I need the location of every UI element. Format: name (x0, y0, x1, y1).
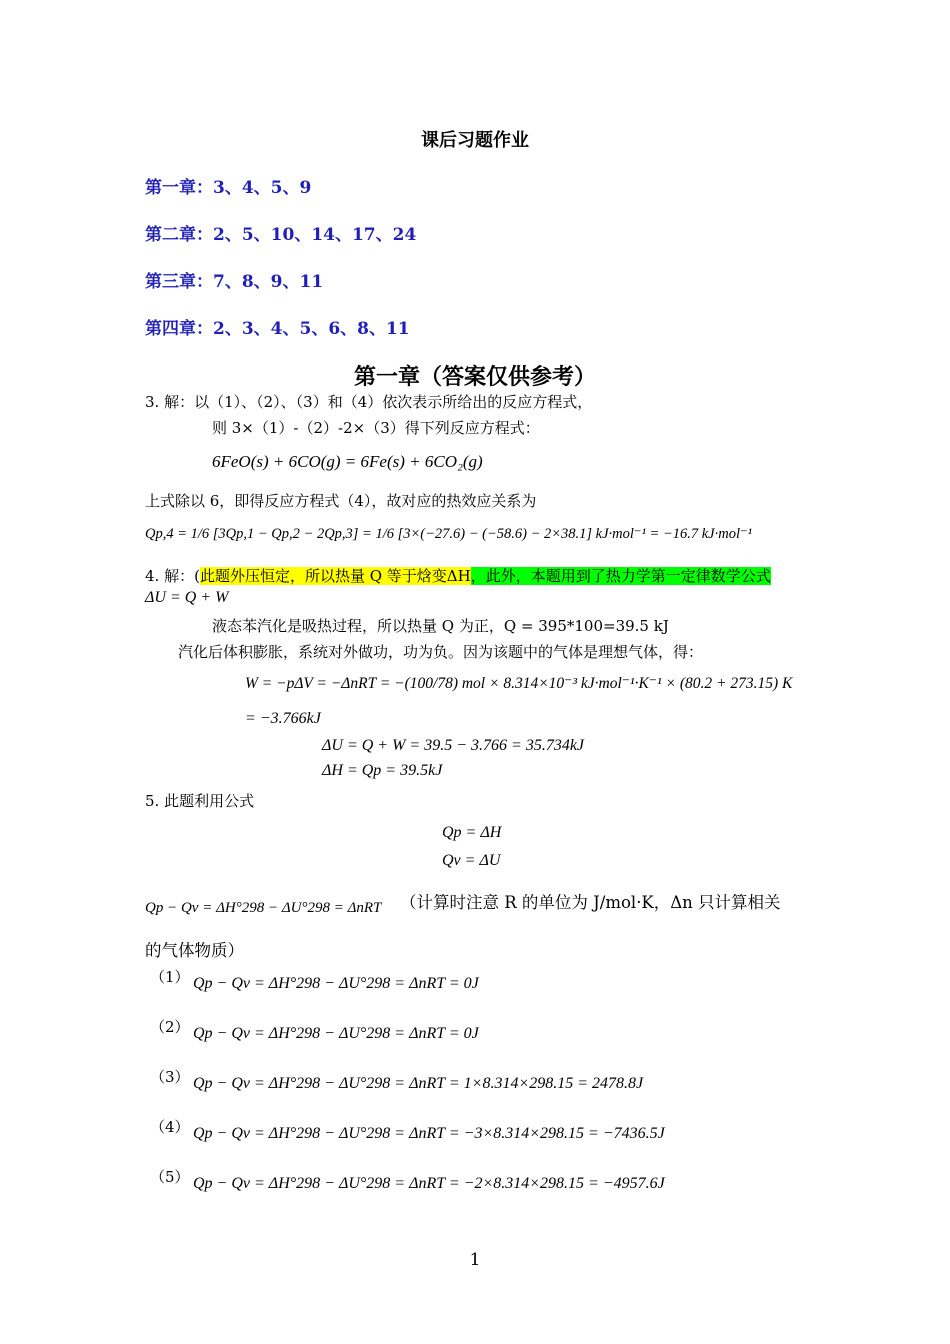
q4-highlight-green: ，此外，本题用到了热力学第一定律数学公式 (470, 567, 771, 585)
q5-item-2-result: = ΔnRT = 0J (394, 1025, 479, 1042)
chapter-3-assignment: 第三章：7、8、9、11 (145, 272, 324, 292)
q4-equation-0: ΔU = Q + W (145, 589, 229, 606)
q5-equation-main: Qp − Qv = ΔH°298 − ΔU°298 = ΔnRT (145, 900, 382, 916)
q4-equation-2: = −3.766kJ (245, 710, 321, 727)
q5-note-2: 的气体物质） (145, 941, 244, 960)
q5-item-1-label: （1） (150, 968, 190, 986)
chapter-2-assignment: 第二章：2、5、10、14、17、24 (145, 225, 417, 245)
q5-item-5-lhs: Qp − Qv = ΔH°298 − ΔU°298 (193, 1175, 391, 1192)
chapter-4-assignment: 第四章：2、3、4、5、6、8、11 (145, 319, 410, 339)
q5-item-2-equation (193, 1025, 479, 1043)
q5-item-4-equation (193, 1125, 665, 1143)
q4-prefix: 4. 解：( (145, 567, 200, 585)
q5-item-1-equation (193, 975, 479, 993)
q5-item-2-label: （2） (150, 1018, 190, 1036)
q5-equation-a: Qp = ΔH (442, 824, 502, 841)
q5-item-4-lhs: Qp − Qv = ΔH°298 − ΔU°298 (193, 1125, 391, 1142)
section-heading: 第一章（答案仅供参考） (353, 364, 596, 390)
q4-highlight-yellow: 此题外压恒定，所以热量 Q 等于焓变ΔH (199, 567, 471, 585)
q5-item-3-result: = ΔnRT = 1×8.314×298.15 = 2478.8J (394, 1075, 644, 1092)
q4-equation-4: ΔH = Qp = 39.5kJ (322, 762, 443, 779)
q5-note-1: （计算时注意 R 的单位为 J/mol·K，Δn 只计算相关 (400, 893, 781, 912)
q5-item-5-label: （5） (150, 1168, 190, 1186)
q4-equation-3: ΔU = Q + W = 39.5 − 3.766 = 35.734kJ (322, 737, 585, 754)
page-number: 1 (469, 1250, 481, 1270)
q5-item-3-label: （3） (150, 1068, 190, 1086)
q4-line3: 汽化后体积膨胀，系统对外做功，功为负。因为该题中的气体是理想气体，得： (178, 643, 704, 661)
q5-item-1-lhs: Qp − Qv = ΔH°298 − ΔU°298 (193, 975, 391, 992)
q5-item-4-label: （4） (150, 1118, 190, 1136)
q3-line2: 则 3×（1）-（2）-2×（3）得下列反应方程式： (212, 419, 540, 437)
chapter-1-assignment: 第一章：3、4、5、9 (145, 178, 312, 198)
q3-equation-2: Qp,4 = 1/6 [3Qp,1 − Qp,2 − 2Qp,3] = 1/6 [3×(−27.6) − (−58.6) − 2×38.1] kJ·mol⁻¹ = −16.7 kJ·mol⁻¹ (145, 526, 752, 542)
q4-line2: 液态苯汽化是吸热过程，所以热量 Q 为正，Q = 395*100=39.5 kJ (212, 617, 669, 635)
q4-line1 (145, 565, 771, 586)
q5-item-5-equation (193, 1175, 665, 1193)
q3-line1: 3. 解：以（1）、（2）、（3）和（4）依次表示所给出的反应方程式， (145, 393, 593, 411)
q5-item-1-result: = ΔnRT = 0J (394, 975, 479, 992)
q5-item-4-result: = ΔnRT = −3×8.314×298.15 = −7436.5J (394, 1125, 665, 1142)
q3-equation-1: 6FeO(s) + 6CO(g) = 6Fe(s) + 6CO₂(g) (212, 452, 483, 471)
q5-line1: 5. 此题利用公式 (145, 792, 255, 810)
q5-item-3-lhs: Qp − Qv = ΔH°298 − ΔU°298 (193, 1075, 391, 1092)
page-title: 课后习题作业 (421, 130, 529, 151)
q5-item-2-lhs: Qp − Qv = ΔH°298 − ΔU°298 (193, 1025, 391, 1042)
q3-line3: 上式除以 6，即得反应方程式（4），故对应的热效应关系为 (145, 492, 537, 510)
q5-item-3-equation (193, 1075, 643, 1093)
q4-equation-1: W = −pΔV = −ΔnRT = −(100/78) mol × 8.314×10⁻³ kJ·mol⁻¹·K⁻¹ × (80.2 + 273.15) K (245, 675, 793, 692)
q5-equation-b: Qv = ΔU (442, 852, 501, 869)
q5-item-5-result: = ΔnRT = −2×8.314×298.15 = −4957.6J (394, 1175, 665, 1192)
